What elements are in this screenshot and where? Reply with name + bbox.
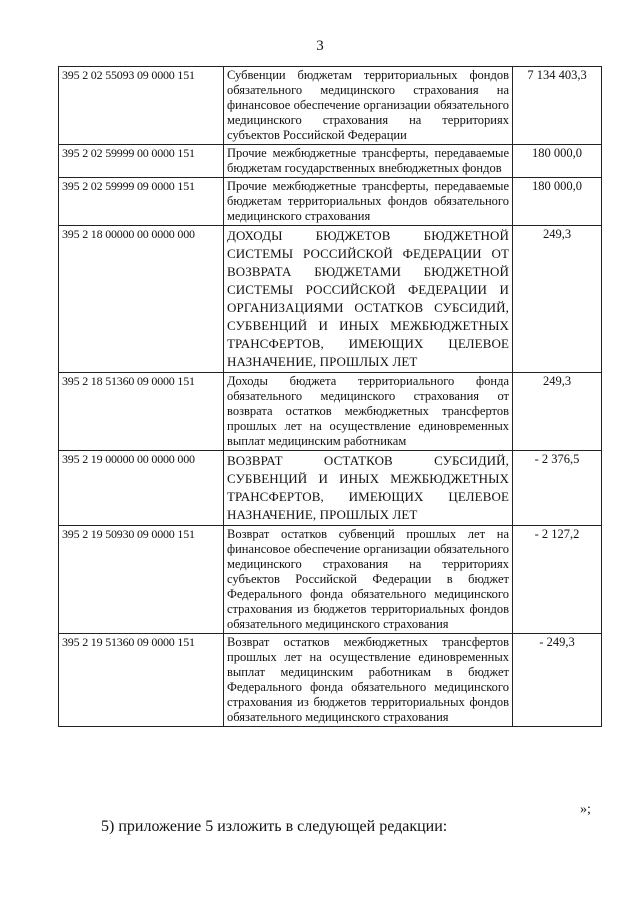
amount-cell: 180 000,0 <box>513 178 602 226</box>
amount-cell: - 249,3 <box>513 634 602 727</box>
amount-cell: 7 134 403,3 <box>513 67 602 145</box>
table-row <box>59 451 602 526</box>
description-cell: Прочие межбюджетные трансферты, передаваемые бюджетам государственных внебюджетных фондов <box>224 145 513 178</box>
page-number: 3 <box>316 38 324 54</box>
table-body <box>59 67 602 727</box>
amendment-paragraph: 5) приложение 5 изложить в следующей редакции: <box>101 818 448 835</box>
amount-cell: 249,3 <box>513 373 602 451</box>
table-row <box>59 373 602 451</box>
amount-cell: 180 000,0 <box>513 145 602 178</box>
table-row <box>59 526 602 634</box>
table-row <box>59 178 602 226</box>
description-cell: Субвенции бюджетам территориальных фондов обязательного медицинского страхования на финансовое обеспечение организации обязательного медицинского страхования на территориях субъектов Российской Федерации <box>224 67 513 145</box>
budget-code-cell: 395 2 02 59999 09 0000 151 <box>59 178 224 226</box>
table-row <box>59 67 602 145</box>
description-cell: Возврат остатков субвенций прошлых лет на финансовое обеспечение организации обязательного медицинского страхования на территориях субъектов Российской Федерации в бюджет Федерального фонда обязательного медицинского страхования из бюджетов территориальных фондов обязательного медицинского страхования <box>224 526 513 634</box>
budget-code-cell: 395 2 19 51360 09 0000 151 <box>59 634 224 727</box>
closing-quote-mark: »; <box>580 802 591 817</box>
budget-code-cell: 395 2 19 00000 00 0000 000 <box>59 451 224 526</box>
budget-code-cell: 395 2 18 51360 09 0000 151 <box>59 373 224 451</box>
amount-cell: - 2 127,2 <box>513 526 602 634</box>
budget-code-cell: 395 2 18 00000 00 0000 000 <box>59 226 224 373</box>
budget-code-cell: 395 2 02 59999 00 0000 151 <box>59 145 224 178</box>
description-cell: Прочие межбюджетные трансферты, передаваемые бюджетам территориальных фондов обязательного медицинского страхования <box>224 178 513 226</box>
amount-cell: - 2 376,5 <box>513 451 602 526</box>
table-row <box>59 226 602 373</box>
budget-revenue-table <box>58 66 602 727</box>
description-cell: ДОХОДЫ БЮДЖЕТОВ БЮДЖЕТНОЙ СИСТЕМЫ РОССИЙСКОЙ ФЕДЕРАЦИИ ОТ ВОЗВРАТА БЮДЖЕТАМИ БЮДЖЕТНОЙ СИСТЕМЫ РОССИЙСКОЙ ФЕДЕРАЦИИ И ОРГАНИЗАЦИЯМИ ОСТАТКОВ СУБСИДИЙ, СУБВЕНЦИЙ И ИНЫХ МЕЖБЮДЖЕТНЫХ ТРАНСФЕРТОВ, ИМЕЮЩИХ ЦЕЛЕВОЕ НАЗНАЧЕНИЕ, ПРОШЛЫХ ЛЕТ <box>224 226 513 373</box>
table-row <box>59 145 602 178</box>
description-cell: Доходы бюджета территориального фонда обязательного медицинского страхования от возврата остатков межбюджетных трансфертов прошлых лет на осуществление единовременных выплат медицинским работникам <box>224 373 513 451</box>
description-cell: Возврат остатков межбюджетных трансфертов прошлых лет на осуществление единовременных выплат медицинским работникам в бюджет Федерального фонда обязательного медицинского страхования из бюджетов территориальных фондов обязательного медицинского страхования <box>224 634 513 727</box>
budget-code-cell: 395 2 02 55093 09 0000 151 <box>59 67 224 145</box>
budget-code-cell: 395 2 19 50930 09 0000 151 <box>59 526 224 634</box>
amount-cell: 249,3 <box>513 226 602 373</box>
table-row <box>59 634 602 727</box>
description-cell: ВОЗВРАТ ОСТАТКОВ СУБСИДИЙ, СУБВЕНЦИЙ И ИНЫХ МЕЖБЮДЖЕТНЫХ ТРАНСФЕРТОВ, ИМЕЮЩИХ ЦЕЛЕВОЕ НАЗНАЧЕНИЕ, ПРОШЛЫХ ЛЕТ <box>224 451 513 526</box>
